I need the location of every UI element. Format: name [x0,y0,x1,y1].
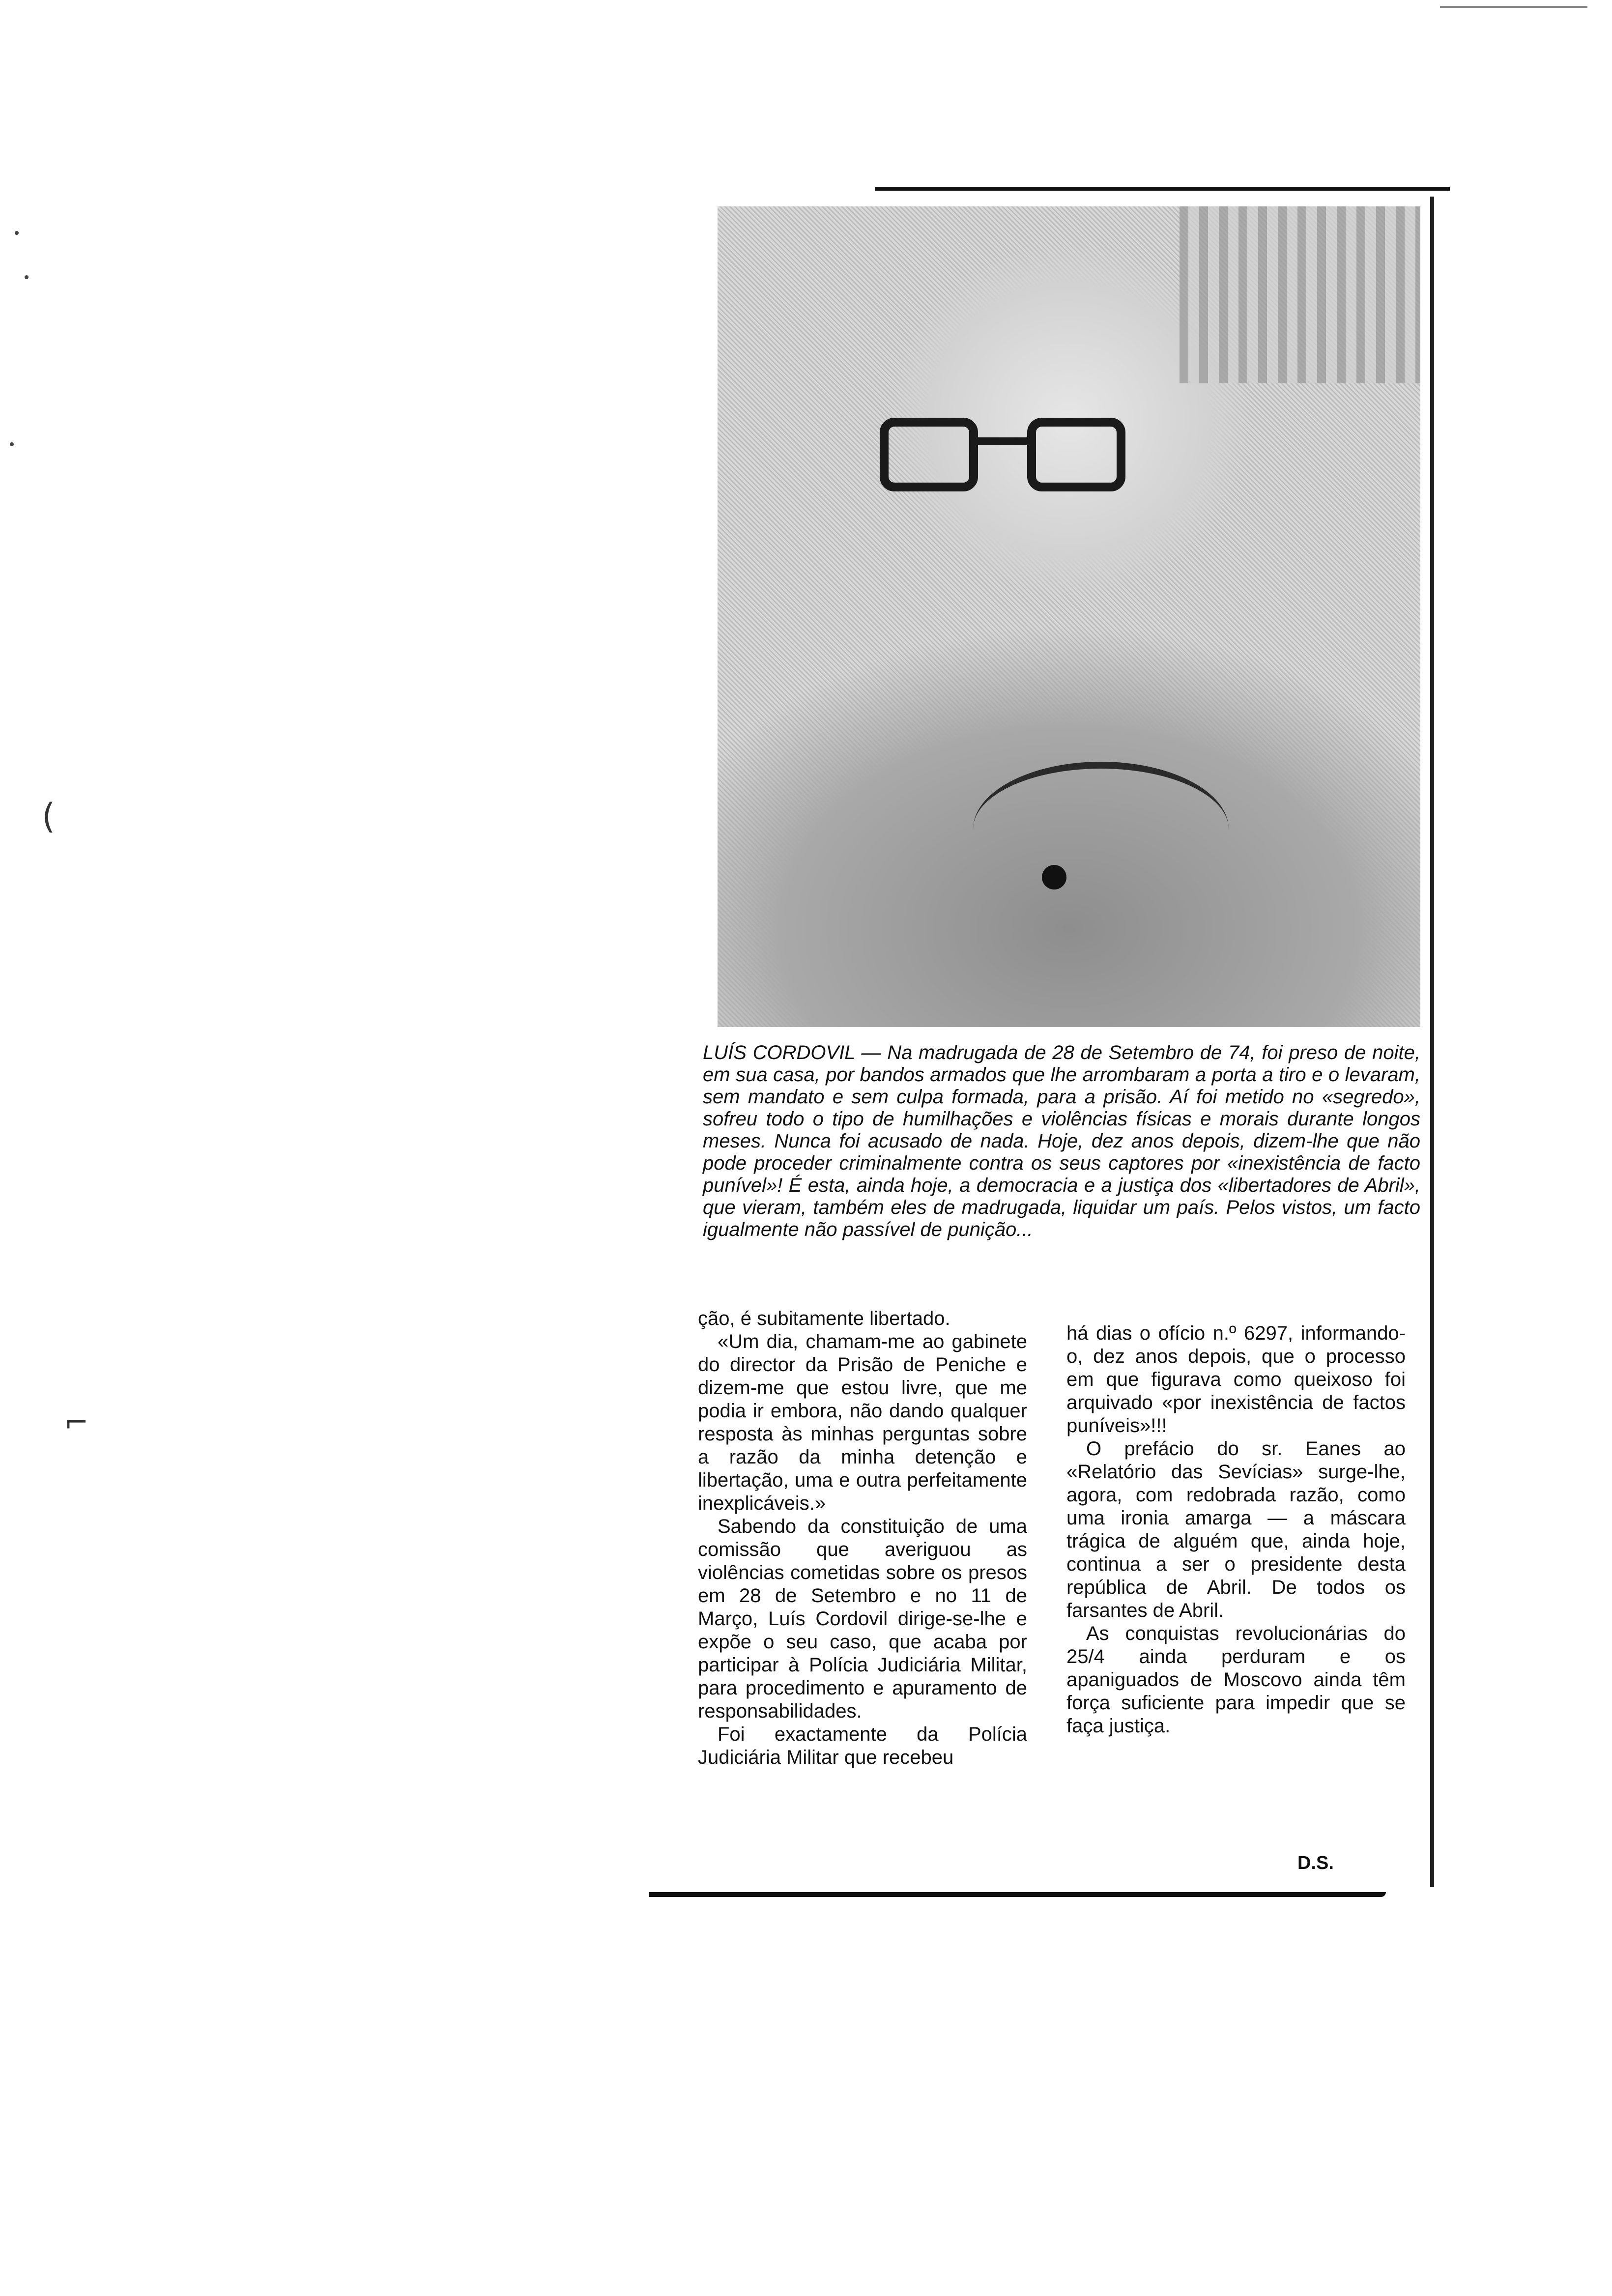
article-column-2 [1066,1322,1406,1738]
photo-shirt-button [1042,865,1066,890]
clipping-top-rule [875,187,1450,191]
paragraph: Sabendo da constituição de uma comissão que averiguou as violências cometidas sobre os presos em 28 de Setembro e no 11 de Março, Luís Cordovil dirige-se-lhe e expõe o seu caso, que acaba por participar à Polícia Judiciária Militar, para procedimento e apuramento de responsabilidades. [698,1516,1027,1722]
paragraph: As conquistas revolucionárias do 25/4 ainda perduram e os apaniguados de Moscovo ainda têm força suficiente para impedir que se faça justiça. [1066,1623,1406,1737]
paragraph: ção, é subitamente libertado. [698,1308,950,1329]
portrait-photo [718,206,1420,1027]
paragraph: O prefácio do sr. Eanes ao «Relatório das Sevícias» surge-lhe, agora, com redobrada razão, como uma ironia amarga — a máscara trágica de alguém que, ainda hoje, continua a ser o presidente desta república de Abril. De todos os farsantes de Abril. [1066,1438,1406,1621]
photo-collar [973,762,1229,896]
newspaper-clipping [644,177,1450,1907]
paragraph: «Um dia, chamam-me ao gabinete do director da Prisão de Peniche e dizem-me que estou livre, que me podia ir embora, não dando qualquer resposta às minhas perguntas sobre a razão da minha detenção e libertação, uma e outra perfeitamente inexplicáveis.» [698,1331,1027,1514]
author-signature: D.S. [1297,1853,1334,1873]
scan-speck [15,231,19,235]
photo-background-window [1180,206,1420,383]
photo-caption [703,1042,1420,1241]
scan-edge-mark [1440,6,1587,8]
photo-glasses [880,418,1135,491]
scan-mark: ( [42,796,56,836]
clipping-right-rule [1430,197,1434,1887]
scan-speck [10,442,14,446]
caption-body: Na madrugada de 28 de Setembro de 74, foi preso de noite, em sua casa, por bandos armados que lhe arrombaram a porta a tiro e o levaram, sem mandato e sem culpa formada, para a prisão. Aí foi metido no «segredo», sofreu todo o tipo de humilhações e violências físicas e morais durante longos meses. Nunca foi acusado de nada. Hoje, dez anos depois, dizem-lhe que não pode proceder criminalmente contra os seus captores por «inexistência de facto punível»! É esta, ainda hoje, a democracia e a justiça dos «libertadores de Abril», que vieram, também eles de madrugada, liquidar um país. Pelos vistos, um facto igualmente não passível de punição... [703,1042,1421,1240]
caption-lead: LUÍS CORDOVIL — [703,1042,881,1063]
paragraph: Foi exactamente da Polícia Judiciária Militar que recebeu [698,1723,1027,1768]
article-column-1 [698,1307,1027,1769]
scan-speck [25,275,29,279]
scan-mark: ⌐ [64,1406,89,1440]
paragraph: há dias o ofício n.º 6297, informando-o, dez anos depois, que o processo em que figurava como queixoso foi arquivado «por inexistência de factos puníveis»!!! [1066,1322,1406,1436]
clipping-bottom-rule [649,1892,1386,1897]
